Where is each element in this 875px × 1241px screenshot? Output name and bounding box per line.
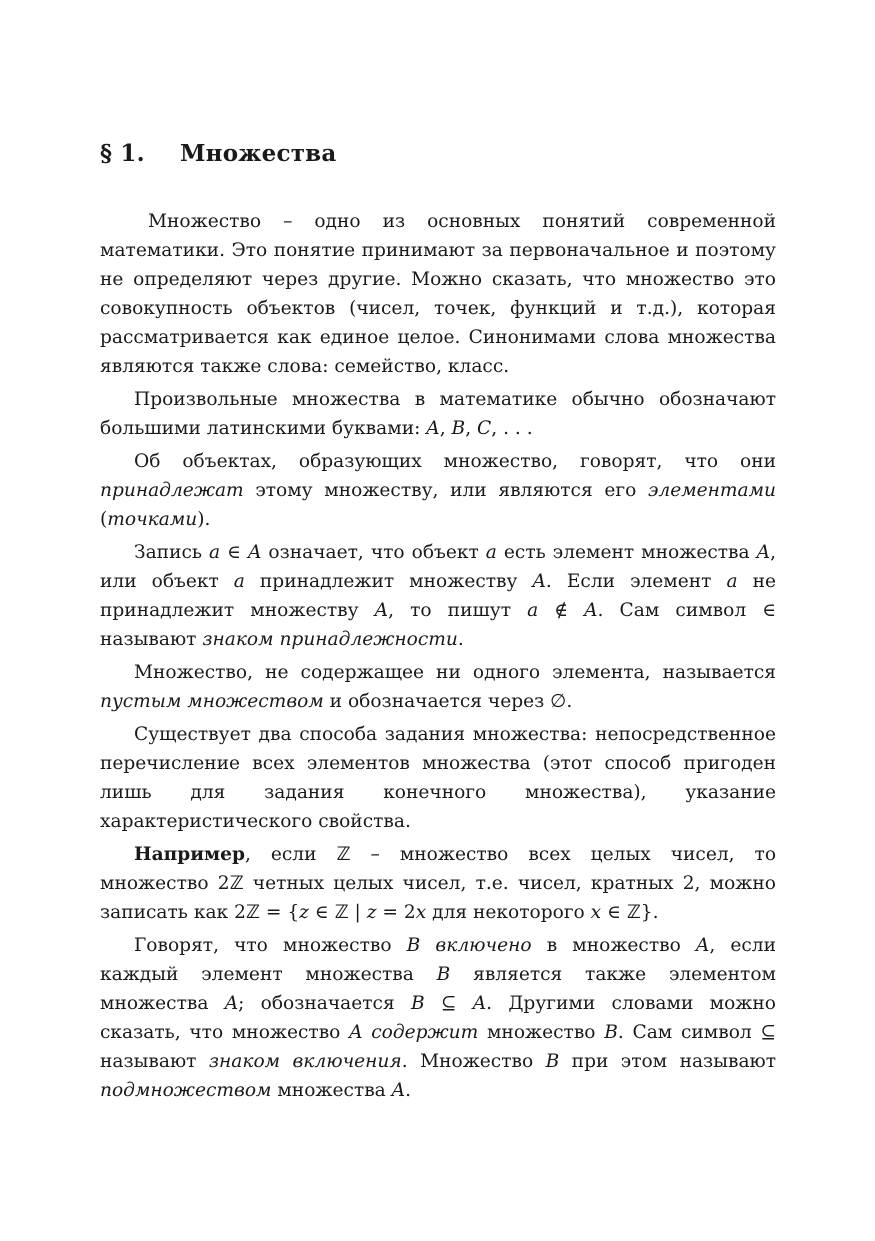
section-title: Множества xyxy=(180,140,337,167)
paragraph-set-definition: Множество – одно из основных понятий современной математики. Это понятие принимают за первоначальное и поэтому не определяют через другие. Можно сказать, что множество это совокупность объектов (чисел, точек, функций и т.д.), которая рассматривается как единое целое. Синонимами слова множества являются также слова: семейство, класс. xyxy=(100,211,776,377)
paragraph-inclusion: Говорят, что множество B включено в множество A, если каждый элемент множества B является также элементом множества A; обозначается B ⊆ A. Другими словами можно сказать, что множество A содержит множество B. Сам символ ⊆ называют знаком включения. Множество B при этом называют подмножеством множества A. xyxy=(100,935,777,1101)
paragraph-set-specification: Существует два способа задания множества: непосредственное перечисление всех элементов множества (этот способ пригоден лишь для задания конечного множества), указание характеристического свойства. xyxy=(100,724,776,832)
paragraph-notation: Произвольные множества в математике обычно обозначают большими латинскими буквами: A, B, C, . . . xyxy=(100,389,776,439)
paragraph-empty-set: Множество, не содержащее ни одного элемента, называется пустым множеством и обозначается через ∅. xyxy=(100,662,776,712)
paragraph-membership: Запись a ∈ A означает, что объект a есть элемент множества A, или объект a принадлежит множеству A. Если элемент a не принадлежит множеству A, то пишут a ∉ A. Сам символ ∈ называют знаком принадлежности. xyxy=(100,542,777,650)
section-heading xyxy=(100,140,776,167)
section-number: § 1. xyxy=(100,140,145,167)
page-content xyxy=(100,140,776,1109)
paragraph-elements: Об объектах, образующих множество, говорят, что они принадлежат этому множеству, или являются его элементами (точками). xyxy=(100,451,776,530)
paragraph-example: Например, если ℤ – множество всех целых чисел, то множество 2ℤ четных целых чисел, т.е. чисел, кратных 2, можно записать как 2ℤ = {z ∈ ℤ | z = 2x для некоторого x ∈ ℤ}. xyxy=(100,844,777,923)
